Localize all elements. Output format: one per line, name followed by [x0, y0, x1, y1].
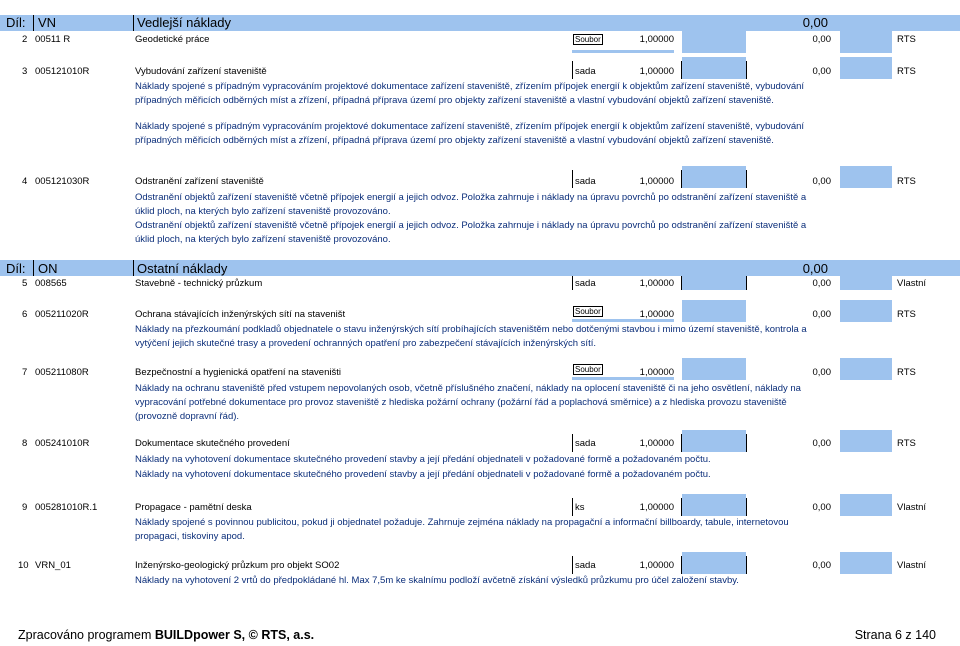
divider [681, 61, 682, 79]
price-column-band [682, 31, 746, 53]
divider [681, 276, 682, 290]
divider [572, 434, 573, 452]
item-qty: 1,00000 [639, 176, 674, 187]
item-description-line: úklid ploch, na kterých bylo zařízení staveniště provozováno. [135, 234, 391, 245]
item-qty: 1,00000 [639, 502, 674, 513]
divider [0, 590, 960, 591]
item-description-line: Odstranění objektů zařízení staveniště včetně přípojek energií a jejich odvoz. Položka zahrnuje i náklady na úpravu povrchů po odstranění zařízení staveniště a [135, 192, 807, 203]
item-description-line: úklid ploch, na kterých bylo zařízení staveniště provozováno. [135, 206, 391, 217]
item-description-line: propagaci, tiskoviny apod. [135, 531, 245, 542]
src-column-band [840, 57, 892, 79]
src-column-band [840, 300, 892, 322]
item-description-line: Náklady na přezkoumání podkladů objednatele o stavu inženýrských sítí probíhajících staveništěm nebo dotčenými stavbou i mimo území staveniště, kontrola a [135, 324, 807, 335]
item-description-line: Náklady na vyhotovení 2 vrtů do předpokládané hl. Max 7,5m ke skalnímu podloží avčetně získání výsledků průzkumu pro účel založení stavby. [135, 575, 739, 586]
item-price: 0,00 [812, 309, 831, 320]
section-label: Díl: [6, 15, 26, 30]
src-column-band [840, 31, 892, 53]
price-column-band [682, 430, 746, 452]
item-qty: 1,00000 [639, 367, 674, 378]
item-number: 2 [22, 34, 28, 45]
item-description-line: Náklady na ochranu staveniště před vstupem nepovolaných osob, včetně příslušného značení, náklady na oplocení staveniště či na jeho osvětlení, náklady na [135, 383, 801, 394]
footer-program-name: BUILDpower S, [154, 628, 246, 642]
item-description-line: případných měřicích odběrných míst a zřízení, případná příprava území pro objekty zařízení staveniště a vlastní vybudování objektů zařízení staveniště. [135, 135, 774, 146]
section-code: ON [38, 261, 58, 276]
item-price: 0,00 [812, 560, 831, 571]
item-qty: 1,00000 [639, 560, 674, 571]
price-column-band [682, 166, 746, 188]
divider [572, 170, 573, 188]
divider [133, 15, 134, 31]
divider [681, 498, 682, 516]
band [572, 50, 674, 53]
src-column-band [840, 494, 892, 516]
item-price: 0,00 [812, 176, 831, 187]
item-code: 00511 R [35, 34, 71, 45]
item-name: Stavebně - technický průzkum [135, 278, 263, 289]
item-number: 5 [22, 278, 28, 289]
item-number: 3 [22, 66, 28, 77]
price-column-band [682, 358, 746, 380]
divider [133, 260, 134, 276]
item-unit: sada [575, 438, 596, 449]
item-unit: Soubor [575, 35, 601, 44]
divider [681, 434, 682, 452]
item-description-line: Náklady spojené s případným vypracováním projektové dokumentace zařízení staveniště, zřízením přípojek energií k objektům zařízení staveniště, vybudování [135, 81, 805, 92]
item-code: 005241010R [35, 438, 90, 449]
item-source: RTS [897, 66, 916, 77]
item-price: 0,00 [812, 66, 831, 77]
item-source: RTS [897, 367, 916, 378]
item-price: 0,00 [812, 438, 831, 449]
item-name: Ochrana stávajících inženýrských sítí na staveništ [135, 309, 346, 320]
item-name: Odstranění zařízení staveniště [135, 176, 264, 187]
item-code: 005211080R [35, 367, 89, 378]
divider [746, 276, 747, 290]
divider [572, 498, 573, 516]
price-column-band [682, 300, 746, 322]
divider [681, 556, 682, 574]
item-source: RTS [897, 176, 916, 187]
footer-prefix: Zpracováno programem [18, 628, 155, 642]
page-number: Strana 6 z 140 [854, 628, 936, 642]
item-code: 005281010R.1 [35, 502, 98, 513]
item-source: Vlastní [897, 560, 927, 571]
item-number: 10 [18, 560, 29, 571]
item-code: 005211020R [35, 309, 89, 320]
item-code: 005121010R [35, 66, 90, 77]
section-code: VN [38, 15, 57, 30]
item-description-line: Náklady spojené s povinnou publicitou, pokud ji objednatel požaduje. Zahrnuje zejména náklady na propagační a informační billboardy, tabule, internetovou [135, 517, 789, 528]
src-column-band [840, 358, 892, 380]
item-description-line: Náklady na vyhotovení dokumentace skutečného provedení stavby a její předání objednateli v požadované formě a požadovaném počtu. [135, 469, 711, 480]
price-column-band [682, 494, 746, 516]
src-column-band [840, 166, 892, 188]
item-description-line: vytýčení jejich skutečné trasy a provedení ochranných opatření pro zabezpečení stávajících inženýrských sítí. [135, 338, 596, 349]
item-name: Propagace - pamětní deska [135, 502, 252, 513]
item-unit: Soubor [575, 307, 601, 316]
section-name: Vedlejší náklady [137, 15, 231, 30]
item-unit: sada [575, 278, 596, 289]
item-qty: 1,00000 [639, 66, 674, 77]
divider [746, 498, 747, 516]
item-source: Vlastní [897, 502, 927, 513]
item-qty: 1,00000 [639, 34, 674, 45]
divider [572, 556, 573, 574]
section-label: Díl: [6, 261, 26, 276]
item-name: Vybudování zařízení staveniště [135, 66, 267, 77]
item-price: 0,00 [812, 278, 831, 289]
item-description-line: vypracování potřebné dokumentace pro provoz staveniště z hlediska požární ochrany (požární řád a poplachová směrnice) a z hlediska provozu staveniště [135, 397, 787, 408]
divider [746, 61, 747, 79]
divider [746, 556, 747, 574]
item-qty: 1,00000 [639, 438, 674, 449]
item-qty: 1,00000 [639, 309, 674, 320]
item-code: VRN_01 [35, 560, 71, 571]
item-qty: 1,00000 [639, 278, 674, 289]
item-unit: sada [575, 176, 596, 187]
src-column-band [840, 430, 892, 452]
item-unit: sada [575, 66, 596, 77]
src-column-band [840, 276, 892, 290]
item-name: Inženýrsko-geologický průzkum pro objekt SO02 [135, 560, 340, 571]
section-name: Ostatní náklady [137, 261, 228, 276]
item-number: 6 [22, 309, 28, 320]
item-price: 0,00 [812, 502, 831, 513]
item-code: 008565 [35, 278, 67, 289]
item-name: Geodetické práce [135, 34, 210, 45]
item-number: 4 [22, 176, 28, 187]
item-number: 9 [22, 502, 28, 513]
src-column-band [840, 552, 892, 574]
item-unit: Soubor [575, 365, 601, 374]
item-description-line: Odstranění objektů zařízení staveniště včetně přípojek energií a jejich odvoz. Položka zahrnuje i náklady na úpravu povrchů po odstranění zařízení staveniště a [135, 220, 807, 231]
item-source: RTS [897, 309, 916, 320]
footer-program-note [18, 628, 314, 642]
divider [746, 434, 747, 452]
divider [572, 61, 573, 79]
section-total: 0,00 [802, 15, 828, 30]
divider [572, 276, 573, 290]
item-price: 0,00 [812, 34, 831, 45]
item-name: Dokumentace skutečného provedení [135, 438, 290, 449]
footer-copyright: © RTS, a.s. [245, 628, 315, 642]
price-column-band [682, 57, 746, 79]
item-price: 0,00 [812, 367, 831, 378]
item-source: Vlastní [897, 278, 927, 289]
item-unit: ks [575, 502, 585, 513]
item-description-line: Náklady na vyhotovení dokumentace skutečného provedení stavby a její předání objednateli v požadované formě a požadovaném počtu. [135, 454, 711, 465]
price-column-band [682, 276, 746, 290]
price-column-band [682, 552, 746, 574]
item-description-line: Náklady spojené s případným vypracováním projektové dokumentace zařízení staveniště, zřízením přípojek energií k objektům zařízení staveniště, vybudování [135, 121, 805, 132]
item-description-line: (provozně dopravní řád). [135, 411, 240, 422]
divider [681, 170, 682, 188]
item-description-line: případných měřicích odběrných míst a zřízení, případná příprava území pro objekty zařízení staveniště a vlastní vybudování objektů zařízení staveniště. [135, 95, 774, 106]
item-source: RTS [897, 438, 916, 449]
divider [746, 170, 747, 188]
item-unit: sada [575, 560, 596, 571]
item-name: Bezpečnostní a hygienická opatření na staveništi [135, 367, 341, 378]
section-total: 0,00 [802, 261, 828, 276]
item-number: 8 [22, 438, 28, 449]
item-source: RTS [897, 34, 916, 45]
divider [33, 15, 34, 31]
item-number: 7 [22, 367, 28, 378]
divider [33, 260, 34, 276]
item-code: 005121030R [35, 176, 90, 187]
